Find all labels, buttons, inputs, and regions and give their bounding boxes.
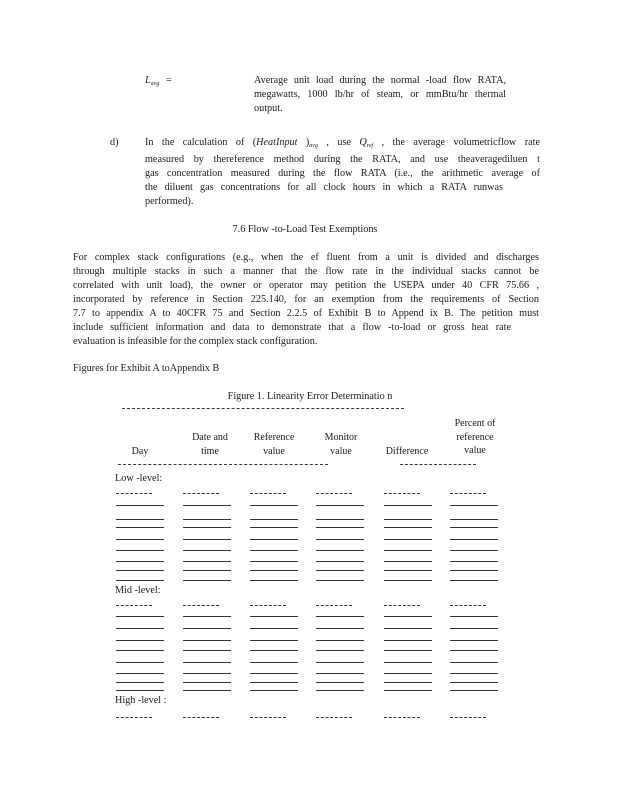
definition-line: output. bbox=[254, 103, 283, 114]
blank-entry-line bbox=[183, 550, 231, 551]
blank-entry-line bbox=[250, 550, 298, 551]
blank-entry-line bbox=[384, 650, 432, 651]
blank-entry-line bbox=[116, 605, 152, 606]
header-monitor bbox=[311, 431, 371, 458]
blank-entry-line bbox=[450, 550, 498, 551]
header-reference-line: value bbox=[263, 445, 285, 457]
header-monitor-line: value bbox=[330, 445, 352, 457]
blank-entry-line bbox=[183, 505, 231, 506]
blank-entry-line bbox=[116, 717, 152, 718]
blank-entry-line bbox=[250, 505, 298, 506]
blank-entry-line bbox=[316, 539, 364, 540]
blank-entry-line bbox=[384, 690, 432, 691]
blank-entry-line bbox=[183, 580, 231, 581]
blank-entry-line bbox=[316, 505, 364, 506]
exemption-paragraph bbox=[73, 251, 539, 349]
blank-entry-line bbox=[316, 640, 364, 641]
blank-entry-line bbox=[384, 550, 432, 551]
blank-entry-line bbox=[183, 605, 219, 606]
blank-entry-line bbox=[384, 616, 432, 617]
blank-entry-line bbox=[250, 527, 298, 528]
item-d-label: d) bbox=[110, 137, 119, 148]
blank-entry-line bbox=[250, 616, 298, 617]
blank-entry-line bbox=[116, 570, 164, 571]
blank-entry-line bbox=[450, 539, 498, 540]
item-d-line: performed). bbox=[145, 196, 194, 207]
blank-entry-line bbox=[116, 650, 164, 651]
blank-entry-line bbox=[183, 519, 231, 520]
blank-entry-line bbox=[384, 628, 432, 629]
item-d-line: the diluent gas concentrations for all clock hours in which a RATA runwas bbox=[145, 182, 503, 193]
blank-entry-line bbox=[116, 673, 164, 674]
item-d-text bbox=[145, 136, 540, 209]
header-rule bbox=[118, 464, 328, 465]
item-d-line: measured by thereference method during the RATA, and use theaveragediluen t bbox=[145, 154, 540, 165]
paragraph-line: through multiple stacks in such a manner that the flow rate in the individual stacks cannot be bbox=[73, 266, 539, 277]
blank-entry-line bbox=[116, 580, 164, 581]
header-date-time bbox=[180, 431, 240, 458]
header-reference-line: Reference bbox=[253, 432, 295, 443]
definition-line: megawatts, 1000 lb/hr of steam, or mmBtu/hr thermal bbox=[254, 89, 506, 100]
blank-entry-line bbox=[250, 682, 298, 683]
blank-entry-line bbox=[450, 505, 498, 506]
blank-entry-line bbox=[116, 682, 164, 683]
blank-entry-line bbox=[316, 662, 364, 663]
definition-symbol: $L_{avg}$ bbox=[145, 75, 160, 87]
blank-entry-line bbox=[316, 519, 364, 520]
blank-entry-line bbox=[116, 539, 164, 540]
blank-entry-line bbox=[183, 561, 231, 562]
blank-entry-line bbox=[183, 662, 231, 663]
definition-text bbox=[254, 74, 506, 116]
blank-entry-line bbox=[450, 493, 486, 494]
blank-entry-line bbox=[116, 628, 164, 629]
blank-entry-line bbox=[450, 605, 486, 606]
blank-entry-line bbox=[384, 570, 432, 571]
blank-entry-line bbox=[384, 539, 432, 540]
blank-entry-line bbox=[250, 570, 298, 571]
blank-entry-line bbox=[250, 690, 298, 691]
blank-entry-line bbox=[116, 561, 164, 562]
blank-entry-line bbox=[384, 717, 420, 718]
blank-entry-line bbox=[450, 717, 486, 718]
blank-entry-line bbox=[183, 650, 231, 651]
paragraph-line: For complex stack configurations (e.g., when the ef fluent from a unit is divided and discharges bbox=[73, 252, 539, 263]
blank-entry-line bbox=[250, 539, 298, 540]
blank-entry-line bbox=[316, 561, 364, 562]
blank-entry-line bbox=[183, 690, 231, 691]
blank-entry-line bbox=[116, 662, 164, 663]
blank-entry-line bbox=[450, 640, 498, 641]
blank-entry-line bbox=[250, 717, 286, 718]
definition-line: Average unit load during the normal -load flow RATA, bbox=[254, 75, 506, 86]
definition-equals: = bbox=[166, 75, 172, 86]
blank-entry-line bbox=[183, 493, 219, 494]
blank-entry-line bbox=[250, 662, 298, 663]
blank-entry-line bbox=[316, 493, 352, 494]
blank-entry-line bbox=[316, 682, 364, 683]
blank-entry-line bbox=[316, 527, 364, 528]
blank-entry-line bbox=[450, 519, 498, 520]
blank-entry-line bbox=[250, 640, 298, 641]
blank-entry-line bbox=[116, 640, 164, 641]
section-heading: 7.6 Flow -to-Load Test Exemptions bbox=[232, 224, 378, 235]
blank-entry-line bbox=[250, 605, 286, 606]
figure-title-rule bbox=[122, 408, 404, 409]
header-rule-right bbox=[400, 464, 476, 465]
blank-entry-line bbox=[450, 570, 498, 571]
blank-entry-line bbox=[116, 690, 164, 691]
paragraph-line: evaluation is infeasible for the complex stack configuration. bbox=[73, 336, 318, 347]
blank-entry-line bbox=[183, 628, 231, 629]
blank-entry-line bbox=[450, 682, 498, 683]
level-label-high: High -level : bbox=[115, 695, 167, 706]
blank-entry-line bbox=[116, 550, 164, 551]
header-reference bbox=[244, 431, 304, 458]
blank-entry-line bbox=[250, 519, 298, 520]
blank-entry-line bbox=[250, 493, 286, 494]
figures-heading: Figures for Exhibit A toAppendix B bbox=[73, 363, 220, 374]
blank-entry-line bbox=[384, 673, 432, 674]
blank-entry-line bbox=[183, 640, 231, 641]
blank-entry-line bbox=[316, 690, 364, 691]
blank-entry-line bbox=[183, 717, 219, 718]
blank-entry-line bbox=[450, 527, 498, 528]
blank-entry-line bbox=[316, 616, 364, 617]
header-percent-line: reference bbox=[456, 431, 494, 443]
blank-entry-line bbox=[384, 662, 432, 663]
blank-entry-line bbox=[450, 628, 498, 629]
paragraph-line: incorporated by reference in Section 225.140, for an exemption from the requirements of Section bbox=[73, 294, 539, 305]
blank-entry-line bbox=[183, 682, 231, 683]
blank-entry-line bbox=[250, 561, 298, 562]
blank-entry-line bbox=[316, 717, 352, 718]
blank-entry-line bbox=[384, 493, 420, 494]
header-percent bbox=[440, 417, 510, 458]
blank-entry-line bbox=[384, 505, 432, 506]
header-monitor-line: Monitor bbox=[324, 432, 358, 443]
item-d-line-1: In the calculation of (HeatInput )$_{avg}$ , use $Q_{ref}$ , the average volumetricflow rate bbox=[145, 137, 540, 149]
blank-entry-line bbox=[450, 616, 498, 617]
blank-entry-line bbox=[250, 580, 298, 581]
blank-entry-line bbox=[116, 505, 164, 506]
blank-entry-line bbox=[116, 616, 164, 617]
header-percent-line: Percent of bbox=[454, 418, 496, 429]
blank-entry-line bbox=[116, 493, 152, 494]
blank-entry-line bbox=[183, 570, 231, 571]
blank-entry-line bbox=[450, 690, 498, 691]
blank-entry-line bbox=[316, 650, 364, 651]
blank-entry-line bbox=[183, 539, 231, 540]
blank-entry-line bbox=[384, 605, 420, 606]
blank-entry-line bbox=[183, 616, 231, 617]
paragraph-line: include sufficient information and data to demonstrate that a flow -to-load or gross heat rate bbox=[73, 322, 511, 333]
blank-entry-line bbox=[450, 650, 498, 651]
blank-entry-line bbox=[316, 605, 352, 606]
header-difference: Difference bbox=[385, 446, 429, 457]
blank-entry-line bbox=[316, 570, 364, 571]
level-label-mid: Mid -level: bbox=[115, 585, 161, 596]
header-percent-line: value bbox=[464, 445, 486, 456]
blank-entry-line bbox=[316, 628, 364, 629]
blank-entry-line bbox=[183, 673, 231, 674]
blank-entry-line bbox=[384, 561, 432, 562]
blank-entry-line bbox=[450, 580, 498, 581]
blank-entry-line bbox=[384, 580, 432, 581]
paragraph-line: correlated with unit load), the owner or operator may petition the USEPA under 40 CFR 75.66 , bbox=[73, 280, 539, 291]
blank-entry-line bbox=[384, 519, 432, 520]
level-label-low: Low -level: bbox=[115, 473, 163, 484]
header-date-time-line: time bbox=[201, 445, 219, 457]
paragraph-line: 7.7 to appendix A to 40CFR 75 and Section 2.2.5 of Exhibit B to Append ix B. The petition must bbox=[73, 308, 539, 319]
blank-entry-line bbox=[116, 519, 164, 520]
blank-entry-line bbox=[250, 628, 298, 629]
blank-entry-line bbox=[384, 640, 432, 641]
blank-entry-line bbox=[116, 527, 164, 528]
header-day: Day bbox=[131, 446, 149, 457]
blank-entry-line bbox=[183, 527, 231, 528]
blank-entry-line bbox=[316, 673, 364, 674]
blank-entry-line bbox=[384, 527, 432, 528]
blank-entry-line bbox=[316, 580, 364, 581]
blank-entry-line bbox=[250, 650, 298, 651]
blank-entry-line bbox=[250, 673, 298, 674]
header-date-time-line: Date and bbox=[192, 432, 228, 443]
blank-entry-line bbox=[450, 662, 498, 663]
item-d-line: gas concentration measured during the flow RATA (i.e., the arithmetic average of bbox=[145, 168, 540, 179]
blank-entry-line bbox=[450, 673, 498, 674]
blank-entry-line bbox=[316, 550, 364, 551]
blank-entry-line bbox=[450, 561, 498, 562]
figure-title: Figure 1. Linearity Error Determinatio n bbox=[227, 391, 393, 402]
blank-entry-line bbox=[384, 682, 432, 683]
